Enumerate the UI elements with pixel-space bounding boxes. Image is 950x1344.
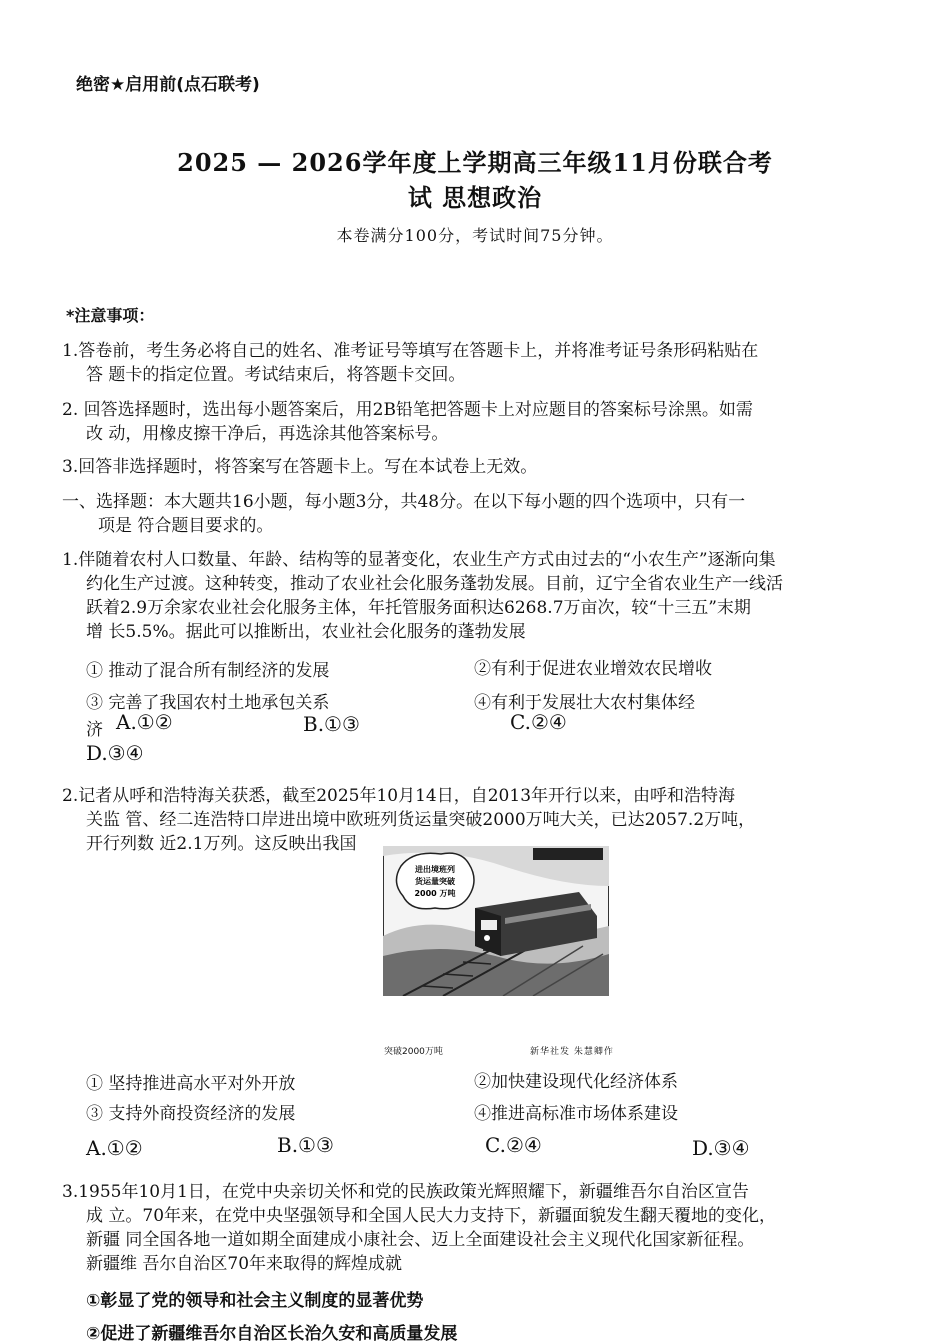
exam-title: 2025 — 2026学年度上学期高三年级11月份联合考 xyxy=(177,148,773,177)
q1-answer-c: C.②④ xyxy=(510,710,567,734)
section-one-instructions xyxy=(62,490,902,538)
q2-line3: 开行列数 近2.1万列。这反映出我国 xyxy=(86,834,357,854)
q1-option-1: ① 推动了混合所有制经济的发展 xyxy=(86,661,330,681)
notice-item-3 xyxy=(62,455,902,479)
q2-option-3: ③ 支持外商投资经济的发展 xyxy=(86,1104,296,1124)
notice-item-3-line: 3.回答非选择题时，将答案写在答题卡上。写在本试卷上无效。 xyxy=(62,457,538,477)
q2-answer-a: A.①② xyxy=(86,1136,143,1160)
notice-item-2 xyxy=(62,398,902,446)
section-one-line1: 一、选择题：本大题共16小题，每小题3分，共48分。在以下每小题的四个选项中，只有一 xyxy=(62,492,746,512)
q1-line2: 约化生产过渡。这种转变，推动了农业社会化服务蓬勃发展。目前，辽宁全省农业生产一线活 xyxy=(86,574,783,594)
cartoon-illustration xyxy=(383,846,609,996)
q1-answer-b: B.①③ xyxy=(303,712,360,736)
q1-option-4: ④有利于发展壮大农村集体经 xyxy=(474,693,695,713)
cartoon-caption-title: 突破2000万吨 xyxy=(384,1047,443,1057)
notice-item-1-line2: 答 题卡的指定位置。考试结束后，将答题卡交回。 xyxy=(86,365,466,385)
q2-answer-b: B.①③ xyxy=(277,1133,334,1157)
q1-line3: 跃着2.9万余家农业社会化服务主体，年托管服务面积达6268.7万亩次，较“十三五”末期 xyxy=(86,598,751,618)
q1-answer-a: A.①② xyxy=(116,710,173,734)
q2-option-2: ②加快建设现代化经济体系 xyxy=(474,1072,678,1092)
notice-item-2-line1: 2. 回答选择题时，选出每小题答案后，用2B铅笔把答题卡上对应题目的答案标号涂黑。如需 xyxy=(62,400,753,420)
cartoon-sign-line2: 货运量突破 xyxy=(415,877,455,886)
section-one-line2: 项是 符合题目要求的。 xyxy=(98,516,274,536)
q1-line4: 增 长5.5%。据此可以推断出，农业社会化服务的蓬勃发展 xyxy=(86,622,526,642)
q2-line2: 关监 管、经二连浩特口岸进出境中欧班列货运量突破2000万吨大关，已达2057.2万吨， xyxy=(86,810,756,830)
notice-item-2-line2: 改 动，用橡皮擦干净后，再选涂其他答案标号。 xyxy=(86,424,449,444)
q1-line1: 1.伴随着农村人口数量、年龄、结构等的显著变化，农业生产方式由过去的“小农生产”逐渐向集 xyxy=(62,550,776,570)
q3-line3: 新疆 同全国各地一道如期全面建成小康社会、迈上全面建设社会主义现代化国家新征程。 xyxy=(86,1230,755,1250)
q3-option-2: ②促进了新疆维吾尔自治区长治久安和高质量发展 xyxy=(86,1324,458,1344)
cartoon-sign-line1: 进出境班列 xyxy=(415,865,455,874)
q1-option-3: ③ 完善了我国农村土地承包关系 xyxy=(86,693,330,713)
q1-answer-d: D.③④ xyxy=(86,741,144,765)
notice-heading: *注意事项： xyxy=(66,306,155,325)
q2-line1: 2.记者从呼和浩特海关获悉，截至2025年10月14日，自2013年开行以来，由呼和浩特海 xyxy=(62,786,736,806)
cartoon-caption-credit: 新华社发 朱慧卿作 xyxy=(530,1047,614,1057)
q2-option-4: ④推进高标准市场体系建设 xyxy=(474,1104,678,1124)
notice-item-1-line1: 1.答卷前，考生务必将自己的姓名、准考证号等填写在答题卡上，并将准考证号条形码粘贴在 xyxy=(62,341,759,361)
notice-item-1 xyxy=(62,339,902,387)
q2-answer-c: C.②④ xyxy=(485,1133,542,1157)
exam-subtitle: 本卷满分100分，考试时间75分钟。 xyxy=(336,226,614,245)
q3-option-1: ①彰显了党的领导和社会主义制度的显著优势 xyxy=(86,1291,424,1311)
q2-answer-d: D.③④ xyxy=(692,1136,750,1160)
q1-option-4-continued: 济 xyxy=(86,720,103,740)
train-cartoon xyxy=(383,846,609,996)
exam-title-subject: 试 思想政治 xyxy=(407,183,543,212)
q2-option-1: ① 坚持推进高水平对外开放 xyxy=(86,1074,296,1094)
confidential-label: 绝密★启用前(点石联考) xyxy=(76,75,260,95)
q1-option-2: ②有利于促进农业增效农民增收 xyxy=(474,659,712,679)
question-1-stem xyxy=(62,548,902,644)
q3-line2: 成 立。70年来，在党中央坚强领导和全国人民大力支持下，新疆面貌发生翻天覆地的变化， xyxy=(86,1206,777,1226)
q3-line4: 新疆维 吾尔自治区70年来取得的辉煌成就 xyxy=(86,1254,403,1274)
q3-line1: 3.1955年10月1日，在党中央亲切关怀和党的民族政策光辉照耀下，新疆维吾尔自治区宣告 xyxy=(62,1182,749,1202)
cartoon-sign-line3: 2000 万吨 xyxy=(414,889,456,898)
question-3-stem xyxy=(62,1180,902,1276)
